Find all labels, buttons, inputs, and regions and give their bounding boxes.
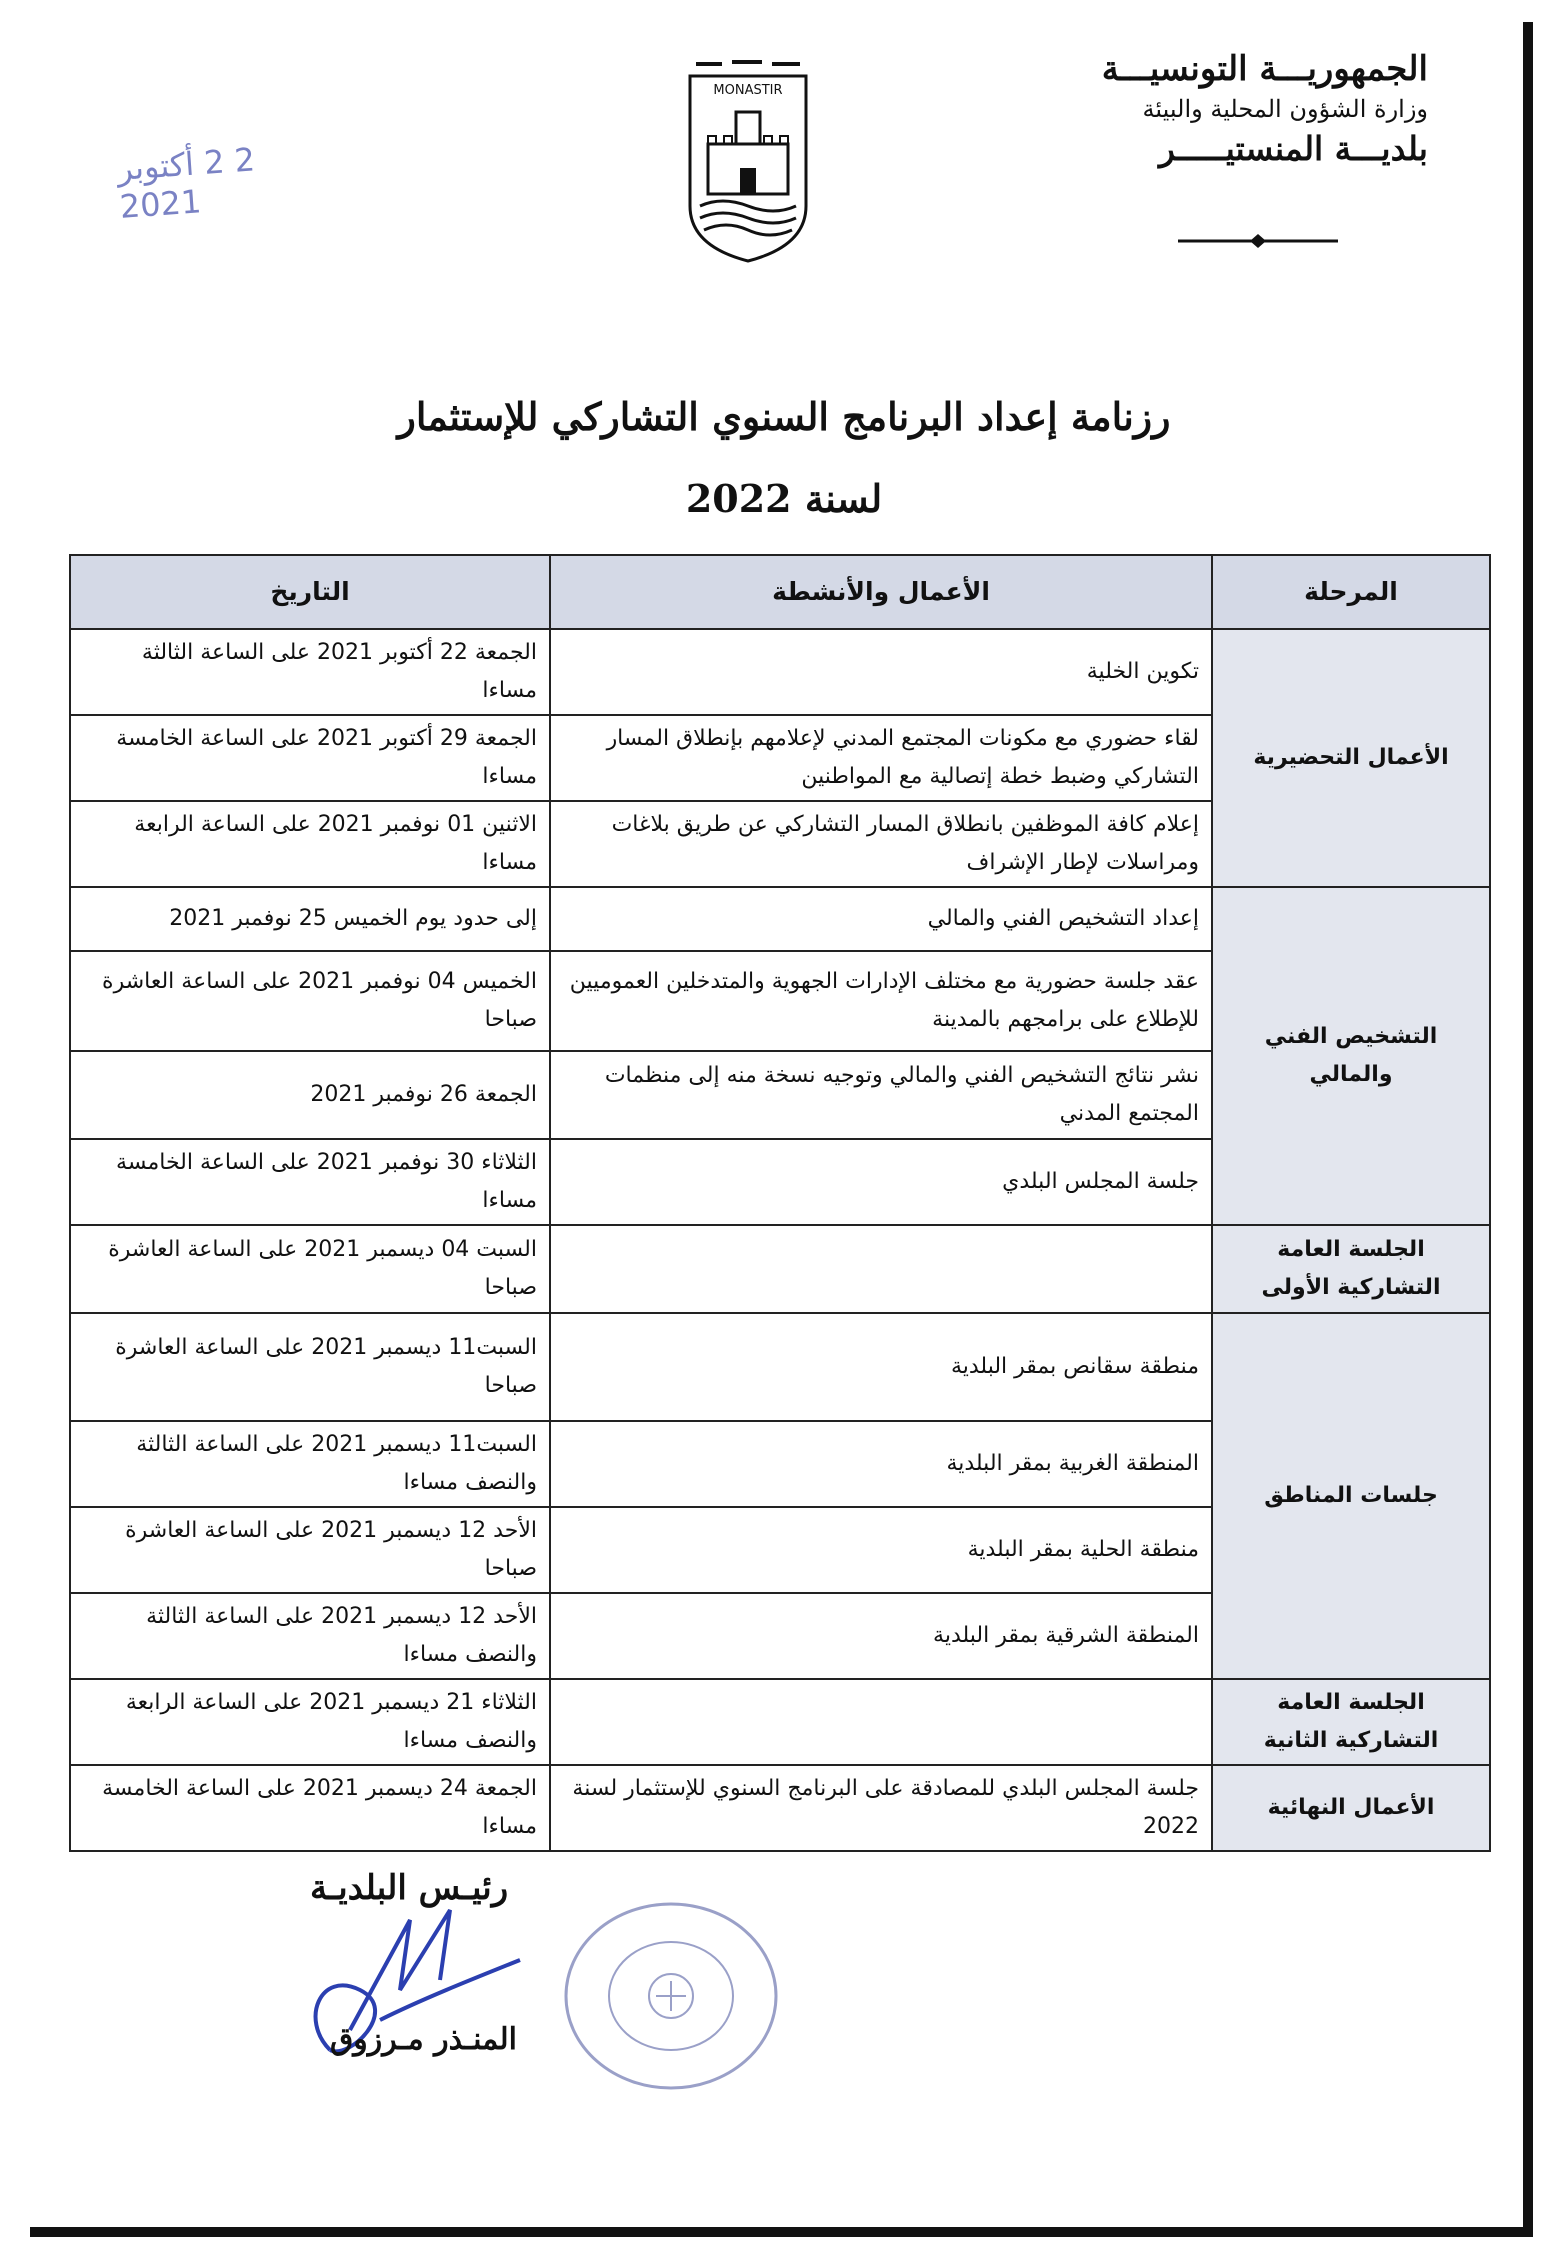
activity-cell: نشر نتائج التشخيص الفني والمالي وتوجيه نسخة منه إلى منظمات المجتمع المدني <box>550 1051 1212 1139</box>
date-cell: الثلاثاء 21 ديسمبر 2021 على الساعة الرابعة والنصف مساءا <box>70 1679 550 1765</box>
table-row <box>70 887 1490 951</box>
activity-cell: منطقة الحلية بمقر البلدية <box>550 1507 1212 1593</box>
letterhead-divider-icon <box>1178 234 1338 248</box>
date-cell: إلى حدود يوم الخميس 25 نوفمبر 2021 <box>70 887 550 951</box>
stage-cell: التشخيص الفني والمالي <box>1212 887 1490 1225</box>
table-row <box>70 1679 1490 1765</box>
municipality-name: بلديـــة المنستيـــــر <box>1159 129 1428 168</box>
date-cell: الثلاثاء 30 نوفمبر 2021 على الساعة الخامسة مساءا <box>70 1139 550 1225</box>
ministry-name: وزارة الشؤون المحلية والبيئة <box>1142 95 1428 123</box>
date-cell: الاثنين 01 نوفمبر 2021 على الساعة الرابعة مساءا <box>70 801 550 887</box>
activity-cell: تكوين الخلية <box>550 629 1212 715</box>
activity-cell <box>550 1679 1212 1765</box>
svg-text:MONASTIR: MONASTIR <box>713 83 783 98</box>
mayor-title: رئيـس البلديـة <box>310 1868 509 1908</box>
schedule-table <box>69 554 1491 1852</box>
stage-cell: الجلسة العامة التشاركية الثانية <box>1212 1679 1490 1765</box>
table-header-row <box>70 555 1490 629</box>
activity-cell: المنطقة الشرقية بمقر البلدية <box>550 1593 1212 1679</box>
activity-cell: لقاء حضوري مع مكونات المجتمع المدني لإعلامهم بإنطلاق المسار التشاركي وضبط خطة إتصالية مع المواطنين <box>550 715 1212 801</box>
activity-cell: المنطقة الغربية بمقر البلدية <box>550 1421 1212 1507</box>
table-row <box>70 1225 1490 1313</box>
republic-name: الجمهوريـــة التونسيـــة <box>1101 49 1428 89</box>
table-row <box>70 1313 1490 1421</box>
activity-cell: منطقة سقانص بمقر البلدية <box>550 1313 1212 1421</box>
date-cell: السبت11 ديسمبر 2021 على الساعة العاشرة صباحا <box>70 1313 550 1421</box>
header-activities: الأعمال والأنشطة <box>550 555 1212 629</box>
document-title: رزنامة إعداد البرنامج السنوي التشاركي للإستثمار <box>397 394 1171 439</box>
activity-cell <box>550 1225 1212 1313</box>
stage-cell: الأعمال التحضيرية <box>1212 629 1490 887</box>
header-date: التاريخ <box>70 555 550 629</box>
table-row <box>70 1765 1490 1851</box>
date-cell: الجمعة 22 أكتوبر 2021 على الساعة الثالثة مساءا <box>70 629 550 715</box>
stage-cell: الأعمال النهائية <box>1212 1765 1490 1851</box>
mayor-name: المنـذر مـرزوق <box>330 2022 518 2057</box>
official-seal-icon <box>556 1896 786 2096</box>
activity-cell: إعلام كافة الموظفين بانطلاق المسار التشاركي عن طريق بلاغات ومراسلات لإطار الإشراف <box>550 801 1212 887</box>
date-cell: الخميس 04 نوفمبر 2021 على الساعة العاشرة صباحا <box>70 951 550 1051</box>
date-cell: الجمعة 26 نوفمبر 2021 <box>70 1051 550 1139</box>
date-stamp: 2 2 أكتوبر 2021 <box>115 140 257 226</box>
header-stage: المرحلة <box>1212 555 1490 629</box>
activity-cell: إعداد التشخيص الفني والمالي <box>550 887 1212 951</box>
document-subtitle: لسنة 2022 <box>685 476 883 521</box>
date-cell: الأحد 12 ديسمبر 2021 على الساعة الثالثة والنصف مساءا <box>70 1593 550 1679</box>
activity-cell: عقد جلسة حضورية مع مختلف الإدارات الجهوية والمتدخلين العموميين للإطلاع على برامجهم بالمدينة <box>550 951 1212 1051</box>
activity-cell: جلسة المجلس البلدي <box>550 1139 1212 1225</box>
monastir-coat-of-arms-icon <box>682 56 814 264</box>
stage-cell: الجلسة العامة التشاركية الأولى <box>1212 1225 1490 1313</box>
date-cell: الجمعة 29 أكتوبر 2021 على الساعة الخامسة مساءا <box>70 715 550 801</box>
activity-cell: جلسة المجلس البلدي للمصادقة على البرنامج السنوي للإستثمار لسنة 2022 <box>550 1765 1212 1851</box>
letterhead <box>1102 46 1428 172</box>
table-row <box>70 629 1490 715</box>
stage-cell: جلسات المناطق <box>1212 1313 1490 1679</box>
date-cell: السبت 04 ديسمبر 2021 على الساعة العاشرة صباحا <box>70 1225 550 1313</box>
date-cell: الأحد 12 ديسمبر 2021 على الساعة العاشرة صباحا <box>70 1507 550 1593</box>
date-cell: الجمعة 24 ديسمبر 2021 على الساعة الخامسة مساءا <box>70 1765 550 1851</box>
date-cell: السبت11 ديسمبر 2021 على الساعة الثالثة والنصف مساءا <box>70 1421 550 1507</box>
